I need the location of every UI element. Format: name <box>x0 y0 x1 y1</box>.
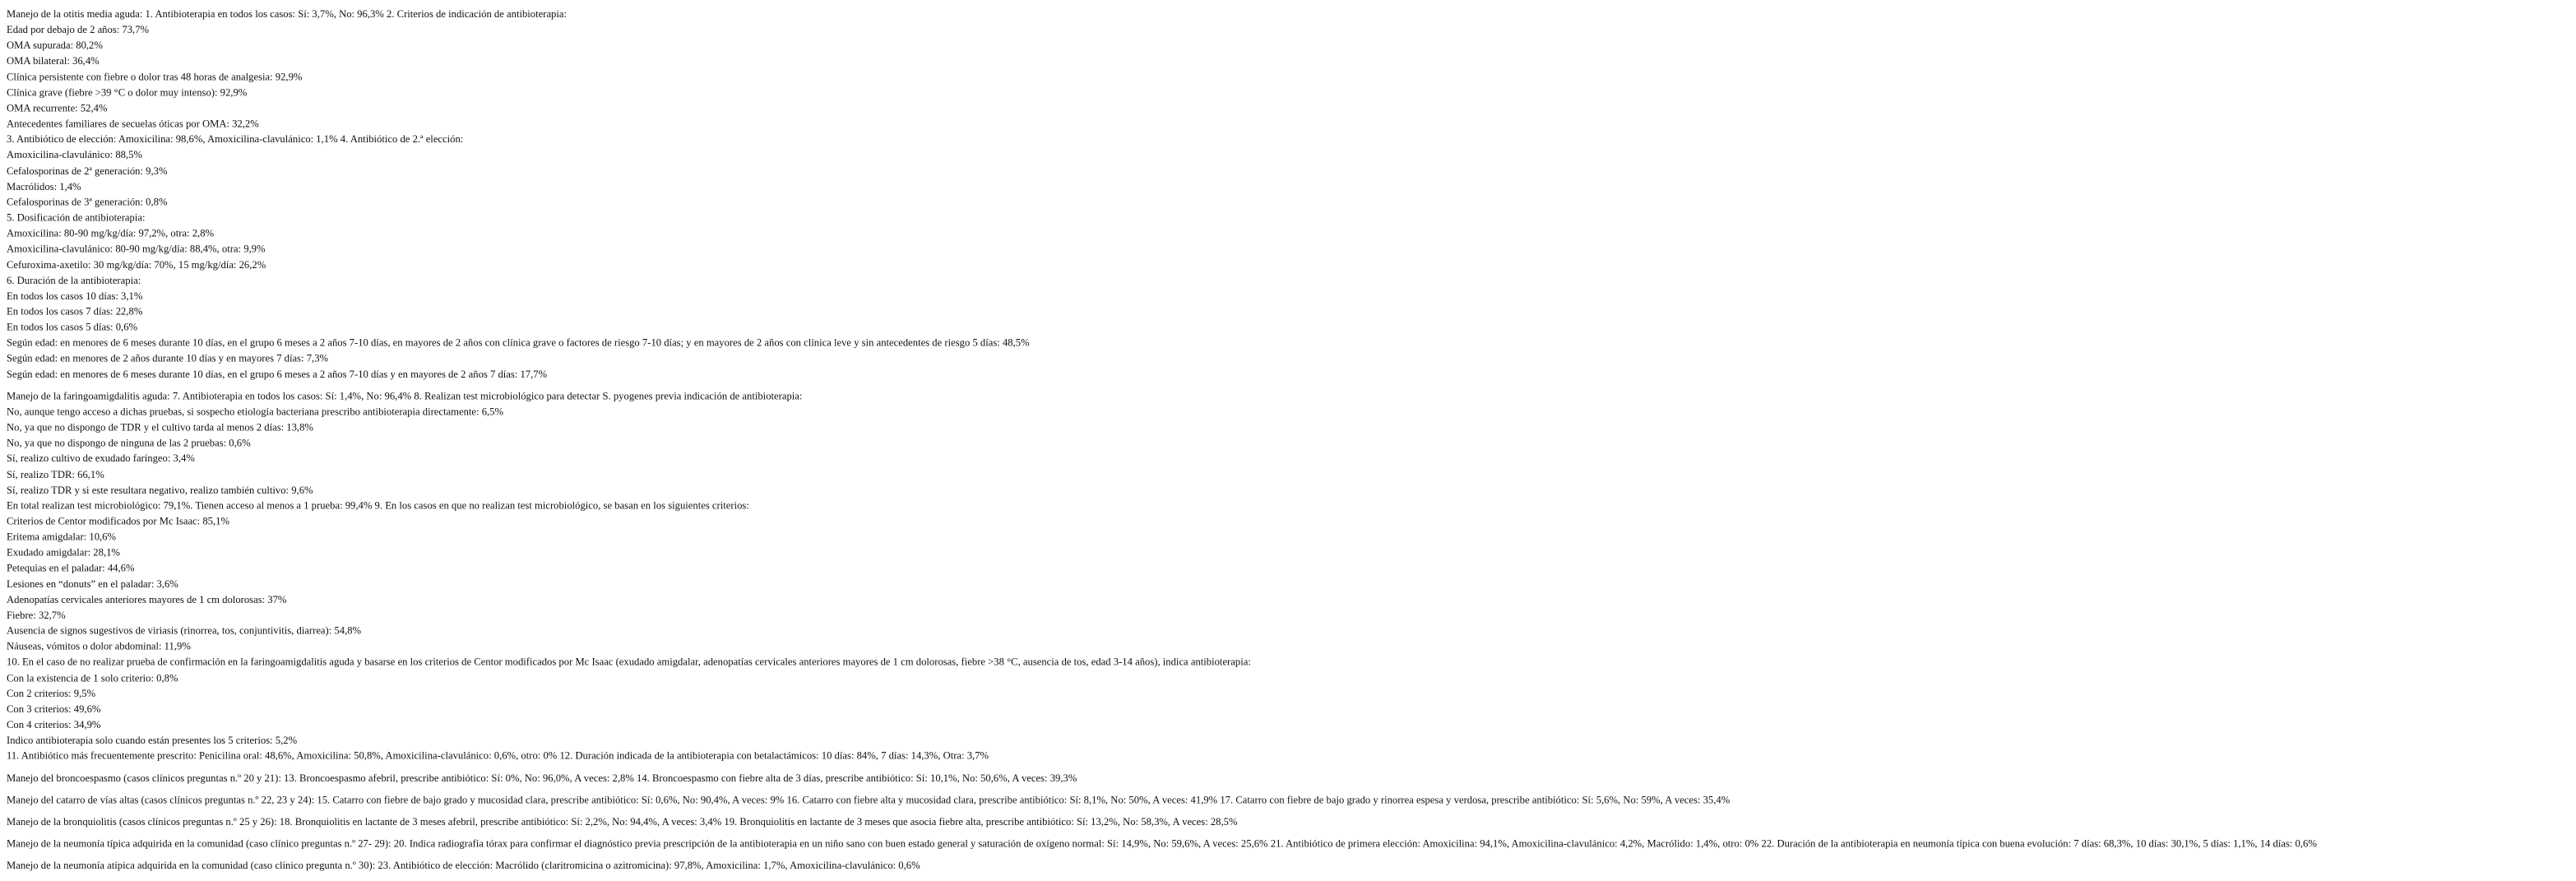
section-heading-line: Manejo de la faringoamigdalitis aguda: 7. Antibioterapia en todos los casos: Sí: 1,4%, No: 96,4% 8. Realizan test microbiológico para detectar S. pyogenes previa indicación de antibioterapia: <box>7 390 803 402</box>
result-line: 6. Duración de la antibioterapia: <box>7 274 141 286</box>
section-neumonia-tipica <box>7 836 2425 851</box>
survey-results-document <box>7 7 2425 879</box>
section-neumonia-atipica <box>7 858 2425 874</box>
result-line: Amoxicilina-clavulánico: 88,5% <box>7 149 142 161</box>
section-faringoamigdalitis <box>7 388 2425 764</box>
section-heading-line: Manejo de la otitis media aguda: 1. Antibioterapia en todos los casos: Sí: 3,7%, No: 96,3% 2. Criterios de indicación de antibioterapia: <box>7 7 568 21</box>
result-line: No, ya que no dispongo de ninguna de las 2 pruebas: 0,6% <box>7 437 251 449</box>
result-line: Según edad: en menores de 2 años durante 10 días y en mayores 7 días: 7,3% <box>7 352 329 364</box>
result-line: Criterios de Centor modificados por Mc Isaac: 85,1% <box>7 515 230 527</box>
section-heading-line: Manejo del broncoespasmo (casos clínicos preguntas n.º 20 y 21): 13. Broncoespasmo afebril, prescribe antibiótico: Sí: 0%, No: 96,0%, A veces: 2,8% 14. Broncoespasmo con fiebre alta de 3 días, prescribe antibiótico: Sí: 10,1%, No: 50,6%, A veces: 39,3% <box>7 772 1077 784</box>
result-line: En todos los casos 10 días: 3,1% <box>7 290 143 302</box>
section-heading-line: Manejo de la neumonía atípica adquirida en la comunidad (caso clínico pregunta n.º 30): 23. Antibiótico de elección: Macrólido (claritromicina o azitromicina): 97,8%, Amoxicilina: 1,7%, Amoxicilina-clavulánico: 0,6% <box>7 859 920 871</box>
result-line: Macrólidos: 1,4% <box>7 180 81 192</box>
result-line: Eritema amigdalar: 10,6% <box>7 531 117 543</box>
result-line: Sí, realizo TDR y si este resultara negativo, realizo también cultivo: 9,6% <box>7 484 313 496</box>
result-line: Cefuroxima-axetilo: 30 mg/kg/día: 70%, 15 mg/kg/día: 26,2% <box>7 258 266 271</box>
result-line: OMA supurada: 80,2% <box>7 39 103 52</box>
result-line: Sí, realizo cultivo de exudado faríngeo: 3,4% <box>7 452 195 465</box>
result-line: Exudado amigdalar: 28,1% <box>7 546 120 559</box>
result-line: Ausencia de signos sugestivos de viriasis (rinorrea, tos, conjuntivitis, diarrea): 54,8% <box>7 624 362 637</box>
result-line: No, aunque tengo acceso a dichas pruebas, si sospecho etiología bacteriana prescribo antibioterapia directamente: 6,5% <box>7 406 504 418</box>
result-line: Según edad: en menores de 6 meses durante 10 días, en el grupo 6 meses a 2 años 7-10 días y en mayores de 2 años 7 días: 17,7% <box>7 368 548 380</box>
result-line: Fiebre: 32,7% <box>7 609 66 621</box>
result-line: 3. Antibiótico de elección: Amoxicilina: 98,6%, Amoxicilina-clavulánico: 1,1% 4. Antibiótico de 2.ª elección: <box>7 133 464 146</box>
result-line: Clínica persistente con fiebre o dolor tras 48 horas de analgesia: 92,9% <box>7 70 303 83</box>
result-line: Adenopatías cervicales anteriores mayores de 1 cm dolorosas: 37% <box>7 593 287 605</box>
section-broncoespasmo <box>7 770 2425 786</box>
section-heading-line: Manejo de la bronquiolitis (casos clínicos preguntas n.º 25 y 26): 18. Bronquiolitis en lactante de 3 meses afebril, prescribe antibiótico: Sí: 2,2%, No: 94,4%, A veces: 3,4% 19. Bronquiolitis en lactante de 3 meses que asocia fiebre alta, prescribe antibiótico: Sí: 13,2%, No: 58,3%, A veces: 28,5% <box>7 815 1238 828</box>
result-line: 11. Antibiótico más frecuentemente prescrito: Penicilina oral: 48,6%, Amoxicilina: 50,8%, Amoxicilina-clavulánico: 0,6%, otro: 0% 12. Duración indicada de la antibioterapia con betalactámicos: 10 días: 84%, 7 días: 14,3%, Otra: 3,7% <box>7 749 989 762</box>
result-line: OMA recurrente: 52,4% <box>7 102 108 114</box>
result-line: Con 3 criterios: 49,6% <box>7 702 101 715</box>
result-line: Lesiones en “donuts” en el paladar: 3,6% <box>7 577 178 590</box>
result-line: Indico antibioterapia solo cuando están presentes los 5 criterios: 5,2% <box>7 734 298 746</box>
result-line: Con 4 criterios: 34,9% <box>7 718 101 730</box>
section-otitis <box>7 7 2425 383</box>
result-line: En total realizan test microbiológico: 79,1%. Tienen acceso al menos a 1 prueba: 99,4% 9. En los casos en que no realizan test microbiológico, se basan en los siguientes criterios: <box>7 499 749 512</box>
result-line: 10. En el caso de no realizar prueba de confirmación en la faringoamigdalitis aguda y basarse en los criterios de Centor modificados por Mc Isaac (exudado amigdalar, adenopatías cervicales anteriores mayores de 1 cm dolorosas, fiebre >38 °C, ausencia de tos, edad 3-14 años), indica antibioterapia: <box>7 656 1251 668</box>
result-line: Con la existencia de 1 solo criterio: 0,8% <box>7 671 178 684</box>
result-line: Náuseas, vómitos o dolor abdominal: 11,9% <box>7 640 191 652</box>
result-line: Según edad: en menores de 6 meses durante 10 días, en el grupo 6 meses a 2 años 7-10 días, en mayores de 2 años con clínica grave o factores de riesgo 7-10 días; y en mayores de 2 años con clínica leve y sin antecedentes de riesgo 5 días: 48,5% <box>7 336 1030 349</box>
result-line: No, ya que no dispongo de TDR y el cultivo tarda al menos 2 días: 13,8% <box>7 421 313 434</box>
result-line: Antecedentes familiares de secuelas óticas por OMA: 32,2% <box>7 118 259 130</box>
result-line: Edad por debajo de 2 años: 73,7% <box>7 23 150 36</box>
result-line: Petequias en el paladar: 44,6% <box>7 562 135 574</box>
result-line: OMA bilateral: 36,4% <box>7 54 100 67</box>
result-line: Con 2 criterios: 9,5% <box>7 687 96 699</box>
section-bronquiolitis <box>7 814 2425 830</box>
result-line: Amoxicilina: 80-90 mg/kg/día: 97,2%, otra: 2,8% <box>7 227 215 239</box>
result-line: Amoxicilina-clavulánico: 80-90 mg/kg/día: 88,4%, otra: 9,9% <box>7 243 266 255</box>
section-heading-line: Manejo del catarro de vías altas (casos clínicos preguntas n.º 22, 23 y 24): 15. Catarro con fiebre de bajo grado y mucosidad clara, prescribe antibiótico: Sí: 0,6%, No: 90,4%, A veces: 9% 16. Catarro con fiebre alta y mucosidad clara, prescribe antibiótico: Sí: 8,1%, No: 50%, A veces: 41,9% 17. Catarro con fiebre de bajo grado y rinorrea espesa y verdosa, prescribe antibiótico: Sí: 5,6%, No: 59%, A veces: 35,4% <box>7 793 1730 806</box>
result-line: En todos los casos 5 días: 0,6% <box>7 321 138 333</box>
section-heading-line: Manejo de la neumonía típica adquirida en la comunidad (caso clínico preguntas n.º 27- 29): 20. Indica radiografía tórax para confirmar el diagnóstico previa prescripción de la antibioterapia en un niño sano con buen estado general y saturación de oxígeno normal: Sí: 14,9%, No: 59,6%, A veces: 25,6% 21. Antibiótico de primera elección: Amoxicilina: 94,1%, Amoxicilina-clavulánico: 4,2%, Macrólido: 1,4%, otro: 0% 22. Duración de la antibioterapia en neumonía típica con buena evolución: 7 días: 68,3%, 10 días: 30,1%, 5 días: 1,1%, 14 días: 0,6% <box>7 837 2317 850</box>
result-line: En todos los casos 7 días: 22,8% <box>7 305 143 318</box>
result-line: 5. Dosificación de antibioterapia: <box>7 211 146 224</box>
result-line: Clínica grave (fiebre >39 °C o dolor muy intenso): 92,9% <box>7 86 248 99</box>
result-line: Cefalosporinas de 2ª generación: 9,3% <box>7 165 168 177</box>
section-catarro <box>7 792 2425 808</box>
result-line: Sí, realizo TDR: 66,1% <box>7 468 104 480</box>
result-line: Cefalosporinas de 3ª generación: 0,8% <box>7 196 168 208</box>
